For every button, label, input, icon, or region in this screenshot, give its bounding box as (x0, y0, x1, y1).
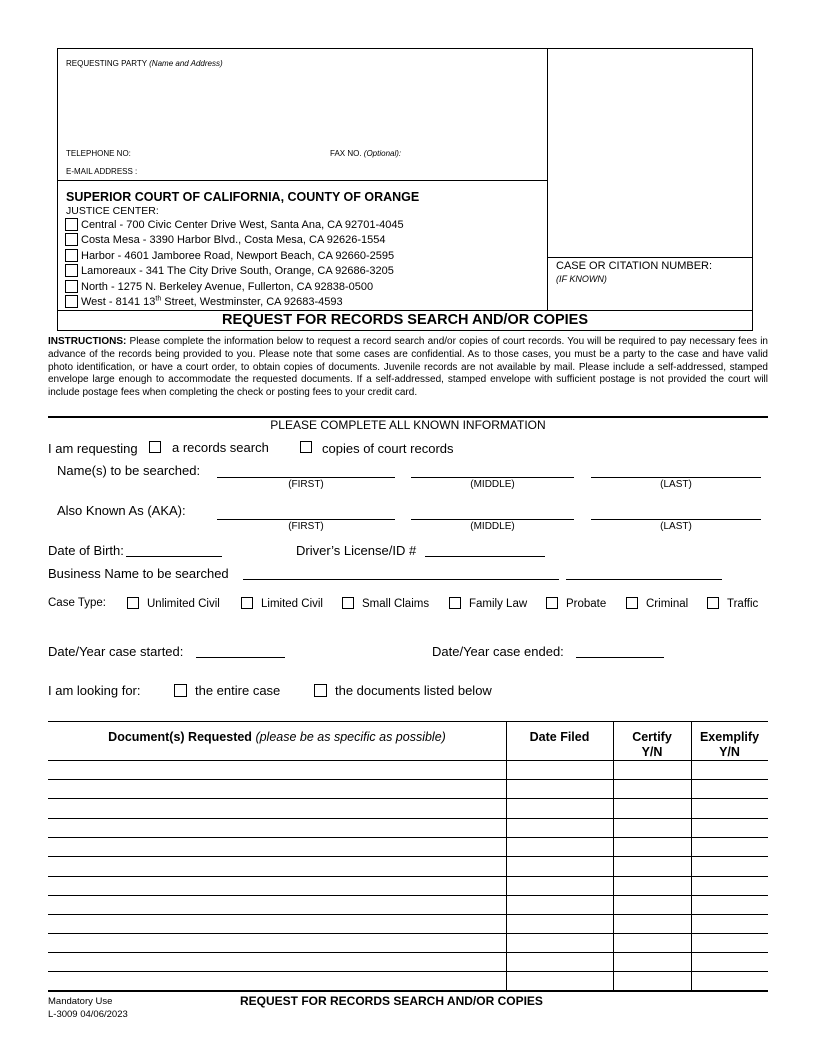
business-line-2[interactable] (566, 579, 722, 580)
aka-label: Also Known As (AKA): (57, 503, 186, 518)
central-checkbox[interactable] (65, 218, 78, 231)
traffic-checkbox[interactable] (707, 597, 719, 609)
business-label: Business Name to be searched (48, 566, 229, 581)
footer-form-number: L-3009 04/06/2023 (48, 1009, 128, 1020)
case-started-line[interactable] (196, 657, 285, 658)
footer-mandatory: Mandatory Use (48, 996, 113, 1007)
justice-center-north[interactable]: North - 1275 N. Berkeley Avenue, Fullerton, CA 92838-0500 (65, 280, 373, 293)
table-bottom-line (48, 990, 768, 992)
aka-middle-caption: (MIDDLE) (470, 521, 515, 532)
col-date-filed-header: Date Filed (529, 730, 590, 744)
west-checkbox[interactable] (65, 295, 78, 308)
name-first-line[interactable] (217, 477, 395, 478)
business-line-1[interactable] (243, 579, 559, 580)
case-number-hint: (IF KNOWN) (556, 274, 607, 284)
lamoreaux-checkbox[interactable] (65, 264, 78, 277)
dob-label: Date of Birth: (48, 543, 124, 558)
case-type-small-claims[interactable]: Small Claims (342, 597, 429, 610)
harbor-checkbox[interactable] (65, 249, 78, 262)
documents-listed-label: the documents listed below (335, 683, 492, 698)
entire-case-checkbox[interactable] (174, 684, 187, 697)
table-row[interactable] (48, 818, 768, 819)
email-field[interactable]: E-MAIL ADDRESS : (66, 167, 138, 176)
unlimited-civil-checkbox[interactable] (127, 597, 139, 609)
case-type-criminal[interactable]: Criminal (626, 597, 688, 610)
aka-last-caption: (LAST) (660, 521, 692, 532)
footer-title: REQUEST FOR RECORDS SEARCH AND/OR COPIES (240, 994, 543, 1008)
fax-field[interactable]: FAX NO. (Optional): (330, 149, 402, 158)
name-first-caption: (FIRST) (288, 479, 324, 490)
looking-label: I am looking for: (48, 683, 141, 698)
col-certify-header: Certify Y/N (632, 730, 672, 759)
table-row[interactable] (48, 914, 768, 915)
requesting-party-label: REQUESTING PARTY (Name and Address) (66, 59, 223, 68)
table-row[interactable] (48, 760, 768, 761)
probate-checkbox[interactable] (546, 597, 558, 609)
name-last-line[interactable] (591, 477, 761, 478)
table-row[interactable] (48, 933, 768, 934)
costa-mesa-checkbox[interactable] (65, 233, 78, 246)
case-type-label: Case Type: (48, 597, 106, 609)
case-type-family-law[interactable]: Family Law (449, 597, 527, 610)
table-top-line (48, 721, 768, 722)
title-top-line (57, 310, 753, 311)
criminal-checkbox[interactable] (626, 597, 638, 609)
north-checkbox[interactable] (65, 280, 78, 293)
justice-center-harbor[interactable]: Harbor - 4601 Jamboree Road, Newport Beach, CA 92660-2595 (65, 249, 394, 262)
aka-middle-line[interactable] (411, 519, 574, 520)
case-number-top-line (547, 257, 753, 258)
aka-first-caption: (FIRST) (288, 521, 324, 532)
complete-heading: PLEASE COMPLETE ALL KNOWN INFORMATION (270, 418, 546, 432)
records-search-checkbox[interactable] (149, 441, 161, 453)
telephone-field[interactable]: TELEPHONE NO: (66, 149, 131, 158)
court-title: SUPERIOR COURT OF CALIFORNIA, COUNTY OF ORANGE (66, 190, 420, 204)
dl-line[interactable] (425, 556, 545, 557)
case-type-unlimited-civil[interactable]: Unlimited Civil (127, 597, 220, 610)
table-row[interactable] (48, 779, 768, 780)
case-number-label: CASE OR CITATION NUMBER: (556, 260, 713, 272)
limited-civil-checkbox[interactable] (241, 597, 253, 609)
table-row[interactable] (48, 895, 768, 896)
family-law-checkbox[interactable] (449, 597, 461, 609)
case-type-limited-civil[interactable]: Limited Civil (241, 597, 323, 610)
email-divider (57, 180, 548, 181)
records-search-label: a records search (172, 440, 269, 455)
justice-center-central[interactable]: Central - 700 Civic Center Drive West, Santa Ana, CA 92701-4045 (65, 218, 404, 231)
justice-center-west[interactable]: West - 8141 13th Street, Westminster, CA 92683-4593 (65, 295, 343, 308)
dob-line[interactable] (126, 556, 222, 557)
entire-case-label: the entire case (195, 683, 281, 698)
justice-center-label: JUSTICE CENTER: (66, 205, 159, 217)
table-row[interactable] (48, 876, 768, 877)
case-type-traffic[interactable]: Traffic (707, 597, 758, 610)
table-row[interactable] (48, 798, 768, 799)
justice-center-costa-mesa[interactable]: Costa Mesa - 3390 Harbor Blvd., Costa Mesa, CA 92626-1554 (65, 233, 386, 246)
name-middle-caption: (MIDDLE) (470, 479, 515, 490)
justice-center-lamoreaux[interactable]: Lamoreaux - 341 The City Drive South, Orange, CA 92686-3205 (65, 264, 394, 277)
copies-checkbox[interactable] (300, 441, 312, 453)
table-row[interactable] (48, 856, 768, 857)
table-row[interactable] (48, 837, 768, 838)
case-ended-label: Date/Year case ended: (432, 644, 564, 659)
col-documents-header: Document(s) Requested (please be as specific as possible) (108, 730, 446, 744)
instructions: INSTRUCTIONS: Please complete the information below to request a record search and/or copies of court records. You will be required to pay necessary fees in advance of the records being provided to you. Please note that some cases are confidential. As to those cases, you must be a party to the case and have valid photo identification, or have a court order, to obtain copies of documents. Juvenile records are not available by mail. Please include a self-addressed, stamped envelope large enough to accommodate the requested documents. If a self-addressed, stamped envelope with sufficient postage is not provided the court will include postage fees when completing the check or posting fees to your credit card. (48, 336, 768, 399)
aka-first-line[interactable] (217, 519, 395, 520)
dl-label: Driver’s License/ID # (296, 543, 417, 558)
copies-label: copies of court records (322, 441, 454, 456)
names-label: Name(s) to be searched: (57, 463, 201, 478)
name-last-caption: (LAST) (660, 479, 692, 490)
table-row[interactable] (48, 971, 768, 972)
case-ended-line[interactable] (576, 657, 664, 658)
name-middle-line[interactable] (411, 477, 574, 478)
form-title: REQUEST FOR RECORDS SEARCH AND/OR COPIES (221, 312, 589, 328)
col-exemplify-header: Exemplify Y/N (699, 730, 760, 759)
documents-listed-checkbox[interactable] (314, 684, 327, 697)
aka-last-line[interactable] (591, 519, 761, 520)
requesting-label: I am requesting (48, 441, 138, 456)
small-claims-checkbox[interactable] (342, 597, 354, 609)
table-row[interactable] (48, 952, 768, 953)
case-started-label: Date/Year case started: (48, 644, 184, 659)
case-type-probate[interactable]: Probate (546, 597, 606, 610)
